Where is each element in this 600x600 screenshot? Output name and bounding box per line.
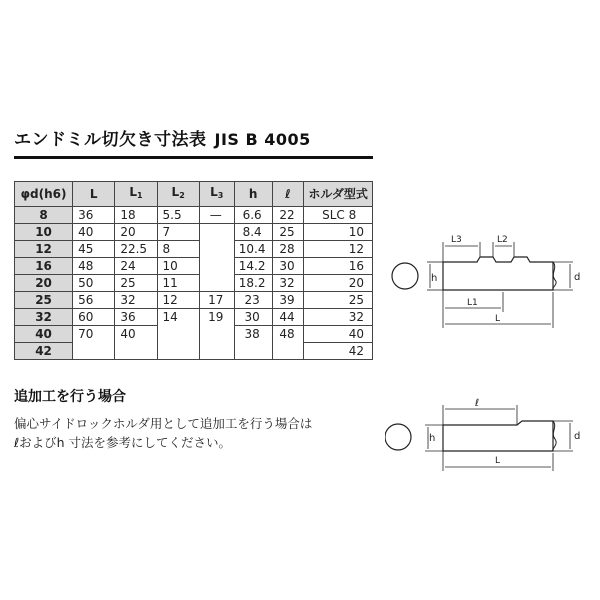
cell-h: 30 [234,309,272,326]
shank-end-view [392,263,418,289]
cell-l: 39 [272,292,304,309]
cell-h: 10.4 [234,241,272,258]
table-row [15,207,373,224]
table-row [15,275,373,292]
note-line-2: ℓおよびh 寸法を参考にしてください。 [14,435,232,450]
cell-l: 25 [272,224,304,241]
col-header-holder: ホルダ型式 [304,182,373,207]
cell-L1: 18 [115,207,157,224]
col-header-L2: $L_2$ [157,182,199,207]
cell-L2: 5.5 [157,207,199,224]
cell-l: 32 [272,275,304,292]
table-row [15,292,373,309]
page-title [14,125,373,150]
cell-h: 23 [234,292,272,309]
cell-d: 42 [15,343,73,360]
title-block [14,125,373,159]
cell-holder: SLC 8 [304,207,373,224]
col-header-d: φd(h6) [15,182,73,207]
cell-h: 14.2 [234,258,272,275]
title-standard: JIS B 4005 [214,130,311,149]
col-header-L3: $L_3$ [199,182,234,207]
title-rule [14,156,373,159]
cell-l: 30 [272,258,304,275]
cell-L1: 40 [115,326,157,360]
cell-holder: 32 [304,309,373,326]
cell-L: 40 [73,224,115,241]
cell-h: 6.6 [234,207,272,224]
cell-d: 16 [15,258,73,275]
section-note [14,414,312,452]
cell-d: 10 [15,224,73,241]
cell-L: 70 [73,326,115,360]
cell-d: 12 [15,241,73,258]
label-L2: L2 [497,235,508,245]
cell-L3: — [199,207,234,224]
label-h-2: h [429,433,436,444]
label-L1: L1 [467,298,478,308]
cell-l: 44 [272,309,304,326]
shank-side-view [443,257,553,290]
cell-L2: 12 [157,292,199,309]
cell-L2: 14 [157,309,199,360]
col-header-h: h [234,182,272,207]
endmill-notch-diagram [385,228,590,333]
cell-L3: 17 [199,292,234,309]
cell-L: 48 [73,258,115,275]
cell-L1: 22.5 [115,241,157,258]
shank-end-view-2 [385,424,411,450]
label-L: L [495,314,501,324]
cell-L: 36 [73,207,115,224]
cell-L: 60 [73,309,115,326]
cell-h: 18.2 [234,275,272,292]
cell-L: 45 [73,241,115,258]
cell-L1: 36 [115,309,157,326]
cell-L2: 8 [157,241,199,258]
note-line-1: 偏心サイドロックホルダ用として追加工を行う場合は [14,416,313,431]
table-row [15,224,373,241]
label-l-2: ℓ [475,398,480,409]
cell-l: 22 [272,207,304,224]
label-h: h [431,273,438,284]
cell-L1: 32 [115,292,157,309]
cell-L: 56 [73,292,115,309]
cell-holder: 10 [304,224,373,241]
cell-l: 28 [272,241,304,258]
table-row [15,309,373,326]
cell-h: 38 [234,326,272,360]
cell-L: 50 [73,275,115,292]
label-d: d [574,272,581,283]
label-L3: L3 [451,235,462,245]
cell-d: 32 [15,309,73,326]
cell-d: 20 [15,275,73,292]
col-header-L1: $L_1$ [115,182,157,207]
table-header-row [15,182,373,207]
cell-d: 40 [15,326,73,343]
cell-h: 8.4 [234,224,272,241]
cell-L1: 20 [115,224,157,241]
cell-holder: 25 [304,292,373,309]
cell-holder: 40 [304,326,373,343]
section-heading: 追加工を行う場合 [14,389,126,405]
dimension-table [14,181,373,360]
cell-L3: 19 [199,309,234,360]
cell-L1: 25 [115,275,157,292]
cell-L2: 10 [157,258,199,275]
cell-holder: 42 [304,343,373,360]
cell-L3-blank [199,224,234,292]
cell-L2: 7 [157,224,199,241]
cell-holder: 12 [304,241,373,258]
label-L-2: L [495,456,501,466]
label-d-2: d [574,431,581,442]
cell-holder: 16 [304,258,373,275]
cell-holder: 20 [304,275,373,292]
endmill-flat-diagram [385,395,590,475]
col-header-L: L [73,182,115,207]
cell-L1: 24 [115,258,157,275]
cell-l: 48 [272,326,304,360]
table-row [15,241,373,258]
col-header-l: ℓ [272,182,304,207]
table-row [15,258,373,275]
cell-d: 8 [15,207,73,224]
shank-side-view-2 [443,421,553,451]
cell-d: 25 [15,292,73,309]
title-main: エンドミル切欠き寸法表 [14,130,207,150]
cell-L2: 11 [157,275,199,292]
